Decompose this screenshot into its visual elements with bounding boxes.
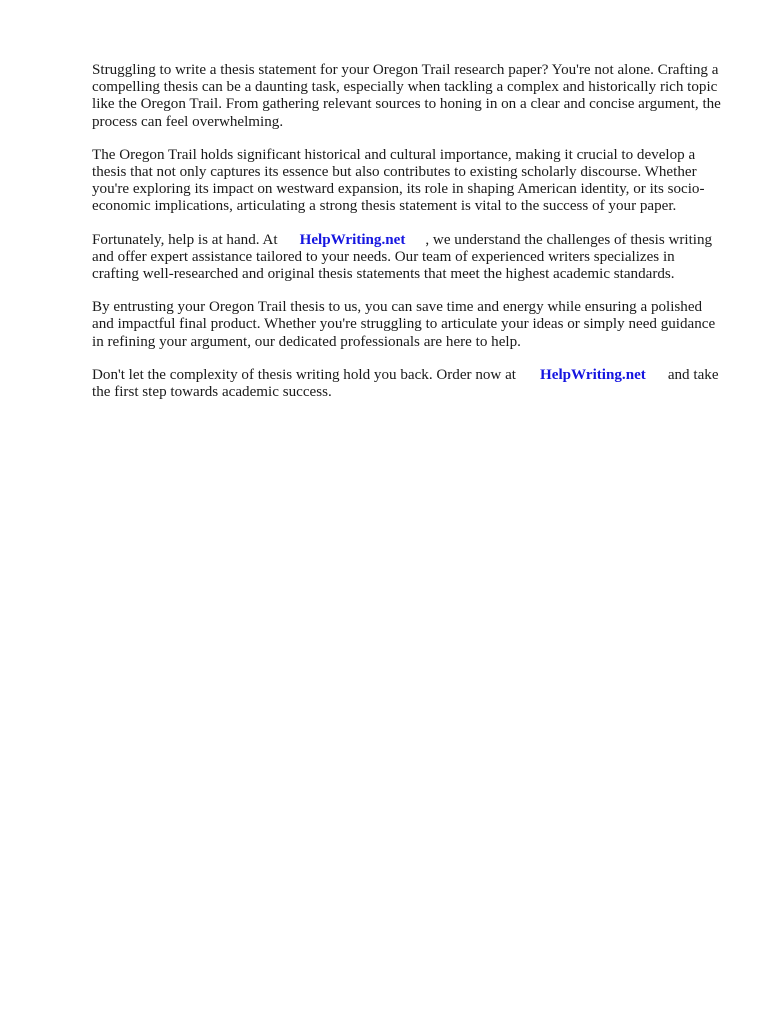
help-paragraph	[92, 232, 724, 284]
entrust-paragraph: By entrusting your Oregon Trail thesis to us, you can save time and energy while ensuring a polished and impactful final product. Whether you're struggling to articulate your ideas or simply need guidance in refining your argument, our dedicated professionals are here to help.	[92, 299, 716, 350]
order-paragraph-rest: and take the first step towards academic success.	[92, 366, 719, 401]
intro-paragraph: Struggling to write a thesis statement for your Oregon Trail research paper? You're not alone. Crafting a compelling thesis can be a daunting task, especially when tackling a complex and historically rich topic like the Oregon Trail. From gathering relevant sources to honing in on a clear and concise argument, the process can feel overwhelming.	[92, 62, 721, 130]
order-paragraph	[92, 367, 724, 401]
document-body	[92, 62, 724, 417]
importance-paragraph: The Oregon Trail holds significant historical and cultural importance, making it crucial to develop a thesis that not only captures its essence but also contributes to existing scholarly discourse. Whether you're exploring its impact on westward expansion, its role in shaping American identity, or its socio-economic implications, articulating a strong thesis statement is vital to the success of your paper.	[92, 146, 705, 215]
help-paragraph-lead: Fortunately, help is at hand. At	[92, 231, 278, 248]
order-helpwriting-link[interactable]: HelpWriting.net	[540, 366, 646, 383]
helpwriting-link[interactable]: HelpWriting.net	[299, 231, 406, 248]
order-paragraph-lead: Don't let the complexity of thesis writing hold you back. Order now at	[92, 366, 517, 383]
help-paragraph-rest: , we understand the challenges of thesis writing and offer expert assistance tailored to your needs. Our team of experienced writers specializes in crafting well-researched and original thesis statements that meet the highest academic standards.	[92, 231, 713, 283]
